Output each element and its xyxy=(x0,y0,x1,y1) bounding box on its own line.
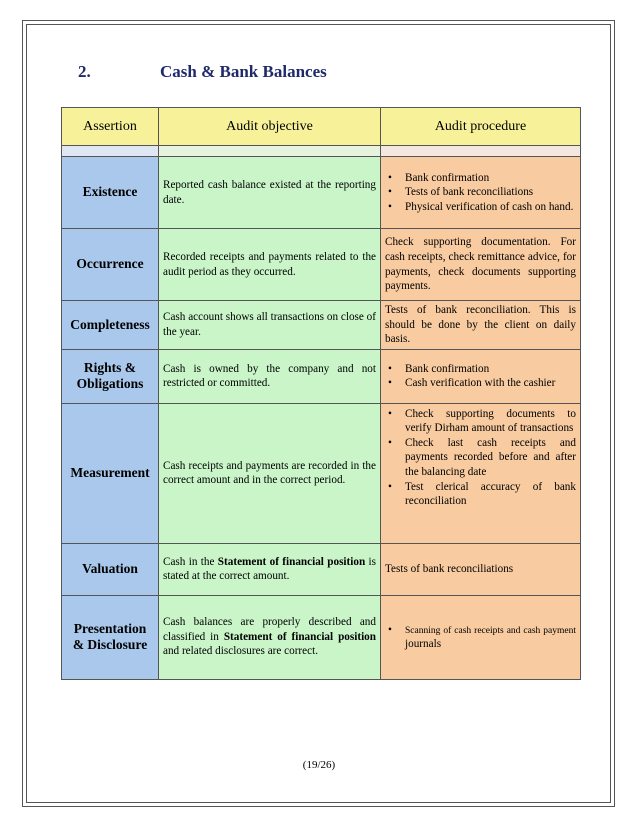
table-row xyxy=(62,229,581,301)
objective-cell: Cash is owned by the company and not restricted or committed. xyxy=(159,349,381,403)
objective-cell: Cash receipts and payments are recorded in the correct amount and in the correct period. xyxy=(159,403,381,543)
procedure-bullet: • Check last cash receipts and payments recorded before and after the balancing date xyxy=(385,436,576,480)
objective-text: Cash balances are properly described and classified in xyxy=(163,616,376,643)
objective-text: Cash in the xyxy=(163,555,218,568)
assertion-line: Obligations xyxy=(76,376,144,392)
table-row xyxy=(62,301,581,350)
procedure-bullet: • Bank confirmation xyxy=(385,362,576,377)
objective-cell xyxy=(159,543,381,595)
objective-cell: Reported cash balance existed at the reporting date. xyxy=(159,157,381,229)
table-row xyxy=(62,543,581,595)
procedure-bullet: • Cash verification with the cashier xyxy=(385,376,576,391)
assertion-cell: Completeness xyxy=(62,301,159,350)
objective-text: and related disclosures are correct. xyxy=(163,645,318,658)
objective-cell: Cash account shows all transactions on close of the year. xyxy=(159,301,381,350)
page-number: (19/26) xyxy=(302,759,336,771)
procedure-cell xyxy=(381,595,581,679)
assertion-cell: Occurrence xyxy=(62,229,159,301)
assertion-cell: Measurement xyxy=(62,403,159,543)
procedure-bullet xyxy=(385,623,576,652)
table-row xyxy=(62,157,581,229)
objective-cell xyxy=(159,595,381,679)
procedure-bullet: • Test clerical accuracy of bank reconciliation xyxy=(385,480,576,509)
procedure-small-text: Scanning of cash receipts and cash payment xyxy=(405,625,576,636)
header-assertion: Assertion xyxy=(62,108,159,146)
objective-text: is stated at the correct amount. xyxy=(163,555,377,583)
assertion-cell: Existence xyxy=(62,157,159,229)
section-number: 2. xyxy=(78,62,91,81)
section-title: Cash & Bank Balances xyxy=(160,62,327,81)
objective-bold-text: Statement of financial position xyxy=(223,630,376,643)
table-spacer-row xyxy=(62,146,581,157)
procedure-cell xyxy=(381,403,581,543)
procedure-text: journals xyxy=(405,638,442,651)
objective-bold-text: Statement of financial position xyxy=(217,555,366,568)
table-row xyxy=(62,349,581,403)
procedure-cell: Tests of bank reconciliation. This is should be done by the client on daily basis. xyxy=(381,301,581,350)
header-procedure: Audit procedure xyxy=(381,108,581,146)
assertion-cell: Valuation xyxy=(62,543,159,595)
header-objective: Audit objective xyxy=(159,108,381,146)
assertion-cell xyxy=(62,349,159,403)
audit-table xyxy=(61,107,581,680)
procedure-bullet: • Bank confirmation xyxy=(385,171,576,186)
procedure-cell: Check supporting documentation. For cash receipts, check remittance advice, for payments, check documents supporting payments. xyxy=(381,229,581,301)
table-row xyxy=(62,595,581,679)
objective-cell: Recorded receipts and payments related to the audit period as they occurred. xyxy=(159,229,381,301)
assertion-line: & Disclosure xyxy=(72,637,148,653)
procedure-cell xyxy=(381,157,581,229)
assertion-line: Presentation xyxy=(73,621,147,636)
assertion-line: Rights & xyxy=(83,360,137,375)
table-row xyxy=(62,403,581,543)
procedure-cell xyxy=(381,349,581,403)
procedure-bullet: • Check supporting documents to verify Dirham amount of transactions xyxy=(385,407,576,436)
procedure-bullet: • Physical verification of cash on hand. xyxy=(385,200,576,215)
assertion-cell xyxy=(62,595,159,679)
table-header-row xyxy=(62,108,581,146)
procedure-cell: Tests of bank reconciliations xyxy=(381,543,581,595)
procedure-bullet: • Tests of bank reconciliations xyxy=(385,185,576,200)
